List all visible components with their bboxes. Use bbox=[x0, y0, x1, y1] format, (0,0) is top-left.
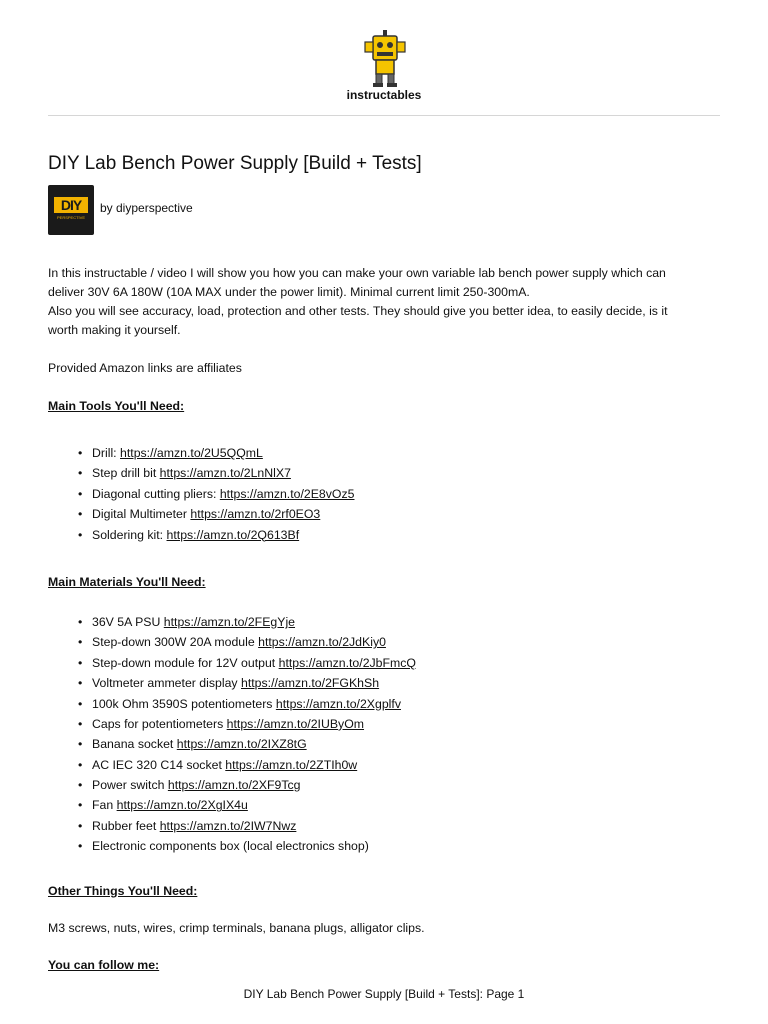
tools-heading: Main Tools You'll Need: bbox=[48, 399, 185, 413]
intro-line: In this instructable / video I will show you how you can make your own variable lab bench power supply which can bbox=[48, 266, 666, 280]
amazon-link[interactable]: https://amzn.to/2rf0EO3 bbox=[190, 507, 321, 522]
amazon-link[interactable]: https://amzn.to/2FEgYje bbox=[163, 614, 296, 629]
item-label: Step-down module for 12V output bbox=[92, 655, 279, 670]
amazon-link[interactable]: https://amzn.to/2FGKhSh bbox=[241, 676, 380, 691]
amazon-link[interactable]: https://amzn.to/2JbFmcQ bbox=[278, 655, 416, 670]
other-text: M3 screws, nuts, wires, crimp terminals, banana plugs, alligator clips. bbox=[48, 920, 425, 935]
item-label: Banana socket bbox=[92, 737, 177, 752]
item-label: Step-down 300W 20A module bbox=[92, 635, 259, 650]
author-row bbox=[48, 185, 193, 235]
item-label: Rubber feet bbox=[92, 818, 160, 833]
materials-heading: Main Materials You'll Need: bbox=[48, 574, 206, 589]
item-label: Electronic components box (local electronics shop) bbox=[92, 839, 369, 854]
amazon-link[interactable]: https://amzn.to/2XF9Tcg bbox=[167, 778, 301, 793]
list-item bbox=[92, 734, 728, 754]
list-item bbox=[92, 714, 728, 734]
item-label: Soldering kit: bbox=[92, 527, 167, 542]
item-label: 36V 5A PSU bbox=[92, 614, 164, 629]
list-item bbox=[92, 632, 728, 652]
list-item bbox=[92, 504, 728, 524]
other-heading: Other Things You'll Need: bbox=[48, 883, 198, 898]
item-label: Fan bbox=[92, 798, 117, 813]
amazon-link[interactable]: https://amzn.to/2IXZ8tG bbox=[176, 737, 307, 752]
list-item bbox=[92, 443, 728, 463]
brand-name[interactable]: instructables bbox=[346, 88, 422, 102]
header-divider bbox=[48, 115, 720, 116]
list-item bbox=[92, 816, 728, 836]
amazon-link[interactable]: https://amzn.to/2IUByOm bbox=[226, 716, 365, 731]
tools-list bbox=[48, 443, 728, 545]
article-body bbox=[48, 264, 728, 975]
item-label: Power switch bbox=[92, 778, 168, 793]
amazon-link[interactable]: https://amzn.to/2JdKiy0 bbox=[258, 635, 386, 650]
amazon-link[interactable]: https://amzn.to/2ZTIh0w bbox=[225, 757, 358, 772]
amazon-link[interactable]: https://amzn.to/2Xgplfv bbox=[275, 696, 401, 711]
list-item bbox=[92, 836, 728, 856]
item-label: AC IEC 320 C14 socket bbox=[92, 757, 226, 772]
amazon-link[interactable]: https://amzn.to/2XgIX4u bbox=[116, 798, 248, 813]
amazon-link[interactable]: https://amzn.to/2U5QQmL bbox=[120, 446, 263, 460]
list-item bbox=[92, 755, 728, 775]
amazon-link[interactable]: https://amzn.to/2IW7Nwz bbox=[159, 818, 297, 833]
list-item bbox=[92, 795, 728, 815]
site-header bbox=[0, 0, 768, 116]
amazon-link[interactable]: https://amzn.to/2E8vOz5 bbox=[219, 486, 355, 501]
avatar-diy-text: DIY bbox=[54, 197, 88, 213]
item-label: Voltmeter ammeter display bbox=[92, 676, 241, 691]
intro-line: deliver 30V 6A 180W (10A MAX under the power limit). Minimal current limit 250-300mA. bbox=[48, 285, 530, 299]
list-item bbox=[92, 775, 728, 795]
amazon-link[interactable]: https://amzn.to/2LnNlX7 bbox=[159, 466, 291, 481]
author-avatar[interactable] bbox=[48, 185, 94, 235]
page-footer: DIY Lab Bench Power Supply [Build + Tests]: Page 1 bbox=[243, 987, 525, 1001]
list-item bbox=[92, 694, 728, 714]
list-item bbox=[92, 612, 728, 632]
list-item bbox=[92, 673, 728, 693]
intro-line: Also you will see accuracy, load, protection and other tests. They should give you better idea, to easily decide, is it bbox=[48, 304, 668, 318]
list-item bbox=[92, 463, 728, 483]
amazon-link[interactable]: https://amzn.to/2Q613Bf bbox=[166, 527, 300, 542]
affiliate-note: Provided Amazon links are affiliates bbox=[48, 361, 242, 375]
materials-list bbox=[48, 612, 728, 857]
item-label: Digital Multimeter bbox=[92, 507, 191, 522]
instructables-robot-logo bbox=[360, 30, 410, 88]
item-label: Caps for potentiometers bbox=[92, 716, 227, 731]
item-label: Step drill bit bbox=[92, 466, 160, 481]
author-byline[interactable]: by diyperspective bbox=[100, 201, 193, 215]
avatar-subtext: PERSPECTIVE bbox=[56, 215, 85, 220]
list-item bbox=[92, 525, 728, 545]
page-title: DIY Lab Bench Power Supply [Build + Tests] bbox=[48, 153, 422, 174]
item-label: Drill: bbox=[92, 446, 121, 460]
intro-line: worth making it yourself. bbox=[48, 323, 181, 337]
item-label: Diagonal cutting pliers: bbox=[92, 486, 220, 501]
list-item bbox=[92, 484, 728, 504]
follow-heading: You can follow me: bbox=[48, 957, 160, 972]
list-item bbox=[92, 653, 728, 673]
item-label: 100k Ohm 3590S potentiometers bbox=[92, 696, 276, 711]
